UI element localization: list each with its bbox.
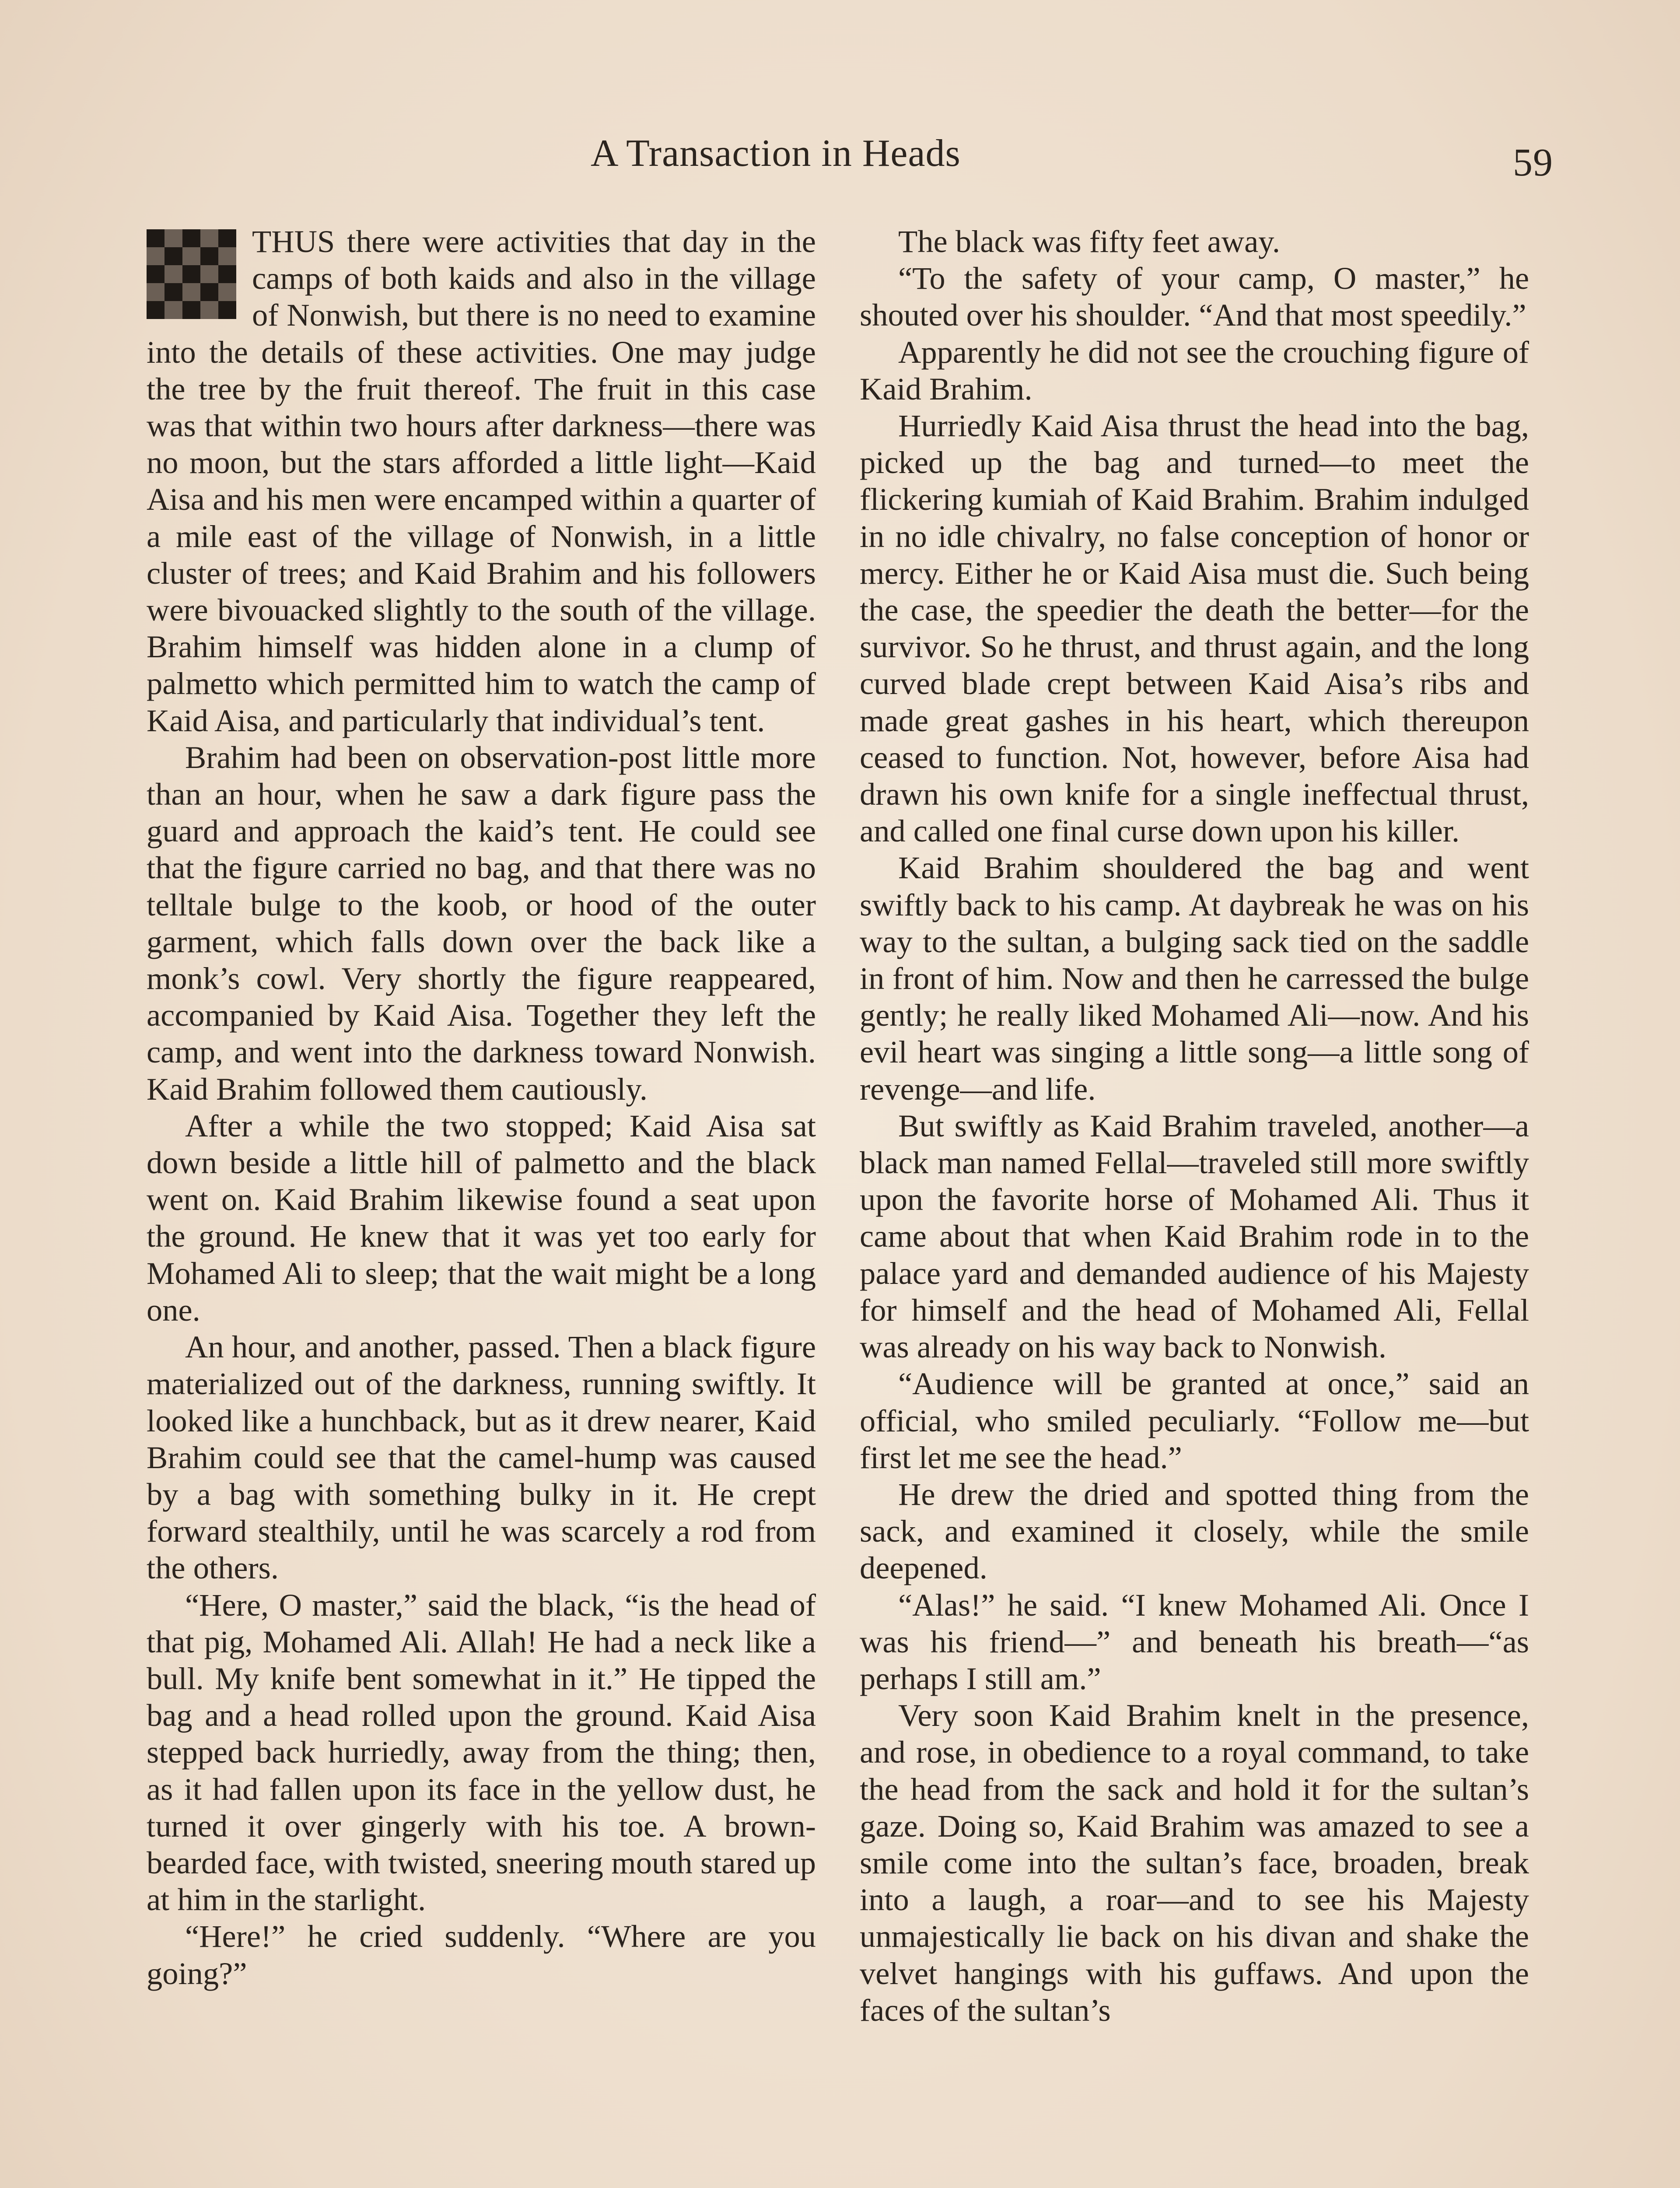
paragraph: “Here, O master,” said the black, “is the head of that pig, Mohamed Ali. Allah! He had a neck like a bull. My knife bent somewhat in it.” He tipped the bag and a head rolled upon the ground. Kaid Aisa stepped back hurriedly, away from the thing; then, as it had fallen upon its face in the yellow dust, he turned it over gingerly with his toe. A brown-bearded face, with twisted, sneering mouth stared up at him in the starlight. <box>147 1587 816 1918</box>
paragraph: “Here!” he cried suddenly. “Where are you going?” <box>147 1918 816 1991</box>
page-title: A Transaction in Heads <box>591 132 961 175</box>
paragraph: After a while the two stopped; Kaid Aisa sat down beside a little hill of palmetto and the black went on. Kaid Brahim likewise found a seat upon the ground. He knew that it was yet too early for Mohamed Ali to sleep; that the wait might be a long one. <box>147 1108 816 1328</box>
page-number: 59 <box>1513 141 1553 184</box>
paragraph: He drew the dried and spotted thing from the sack, and examined it closely, while the smile deepened. <box>860 1476 1529 1586</box>
drop-cap-ornament-icon <box>147 229 236 319</box>
paragraph: But swiftly as Kaid Brahim traveled, another—a black man named Fellal—traveled still more swiftly upon the favorite horse of Mohamed Ali. Thus it came about that when Kaid Brahim rode in to the palace yard and demanded audience of his Majesty for himself and the head of Mohamed Ali, Fellal was already on his way back to Nonwish. <box>860 1108 1529 1365</box>
paragraph: “To the safety of your camp, O master,” he shouted over his shoulder. “And that most speedily.” <box>860 260 1529 333</box>
paragraph: Very soon Kaid Brahim knelt in the presence, and rose, in obedience to a royal command, to take the head from the sack and hold it for the sultan’s gaze. Doing so, Kaid Brahim was amazed to see a smile come into the sultan’s face, broaden, break into a laugh, a roar—and to see his Majesty unmajestically lie back on his divan and shake the velvet hangings with his guffaws. And upon the faces of the sultan’s <box>860 1697 1529 2028</box>
paragraph: Brahim had been on observation-post little more than an hour, when he saw a dark figure pass the guard and approach the kaid’s tent. He could see that the figure carried no bag, and that there was no telltale bulge to the koob, or hood of the outer garment, which falls down over the back like a monk’s cowl. Very shortly the figure reappeared, accompanied by Kaid Aisa. Together they left the camp, and went into the darkness toward Nonwish. Kaid Brahim followed them cautiously. <box>147 739 816 1107</box>
paragraph: The black was fifty feet away. <box>898 224 1280 259</box>
paragraph: “Audience will be granted at once,” said an official, who smiled peculiarly. “Follow me—but first let me see the head.” <box>860 1366 1529 1475</box>
paragraph: An hour, and another, passed. Then a black figure materialized out of the darkness, running swiftly. It looked like a hunchback, but as it drew nearer, Kaid Brahim could see that the camel-hump was caused by a bag with something bulky in it. He crept forward stealthily, until he was scarcely a rod from the others. <box>147 1329 816 1586</box>
right-column <box>860 223 1529 2029</box>
paragraph: “Alas!” he said. “I knew Mohamed Ali. Once I was his friend—” and beneath his breath—“as perhaps I still am.” <box>860 1587 1529 1696</box>
paragraph: THUS there were activities that day in the camps of both kaids and also in the village of Nonwish, but there is no need to examine into the details of these activities. One may judge the tree by the fruit thereof. The fruit in this case was that within two hours after darkness—there was no moon, but the stars afforded a little light—Kaid Aisa and his men were encamped within a quarter of a mile east of the village of Nonwish, in a little cluster of trees; and Kaid Brahim and his followers were bivouacked slightly to the south of the village. Brahim himself was hidden alone in a clump of palmetto which permitted him to watch the camp of Kaid Aisa, and particularly that individual’s tent. <box>147 224 816 738</box>
running-header <box>591 127 1553 188</box>
left-column <box>147 223 816 1992</box>
paragraph: Kaid Brahim shouldered the bag and went swiftly back to his camp. At daybreak he was on his way to the sultan, a bulging sack tied on the saddle in front of him. Now and then he carressed the bulge gently; he really liked Mohamed Ali—now. And his evil heart was singing a little song—a little song of revenge—and life. <box>860 850 1529 1107</box>
paragraph: Apparently he did not see the crouching figure of Kaid Brahim. <box>860 334 1529 407</box>
paragraph: Hurriedly Kaid Aisa thrust the head into the bag, picked up the bag and turned—to meet the flickering kumiah of Kaid Brahim. Brahim indulged in no idle chivalry, no false conception of honor or mercy. Either he or Kaid Aisa must die. Such being the case, the speedier the death the better—for the survivor. So he thrust, and thrust again, and the long curved blade crept between Kaid Aisa’s ribs and made great gashes in his heart, which thereupon ceased to function. Not, however, before Aisa had drawn his own knife for a single ineffectual thrust, and called one final curse down upon his killer. <box>860 408 1529 849</box>
